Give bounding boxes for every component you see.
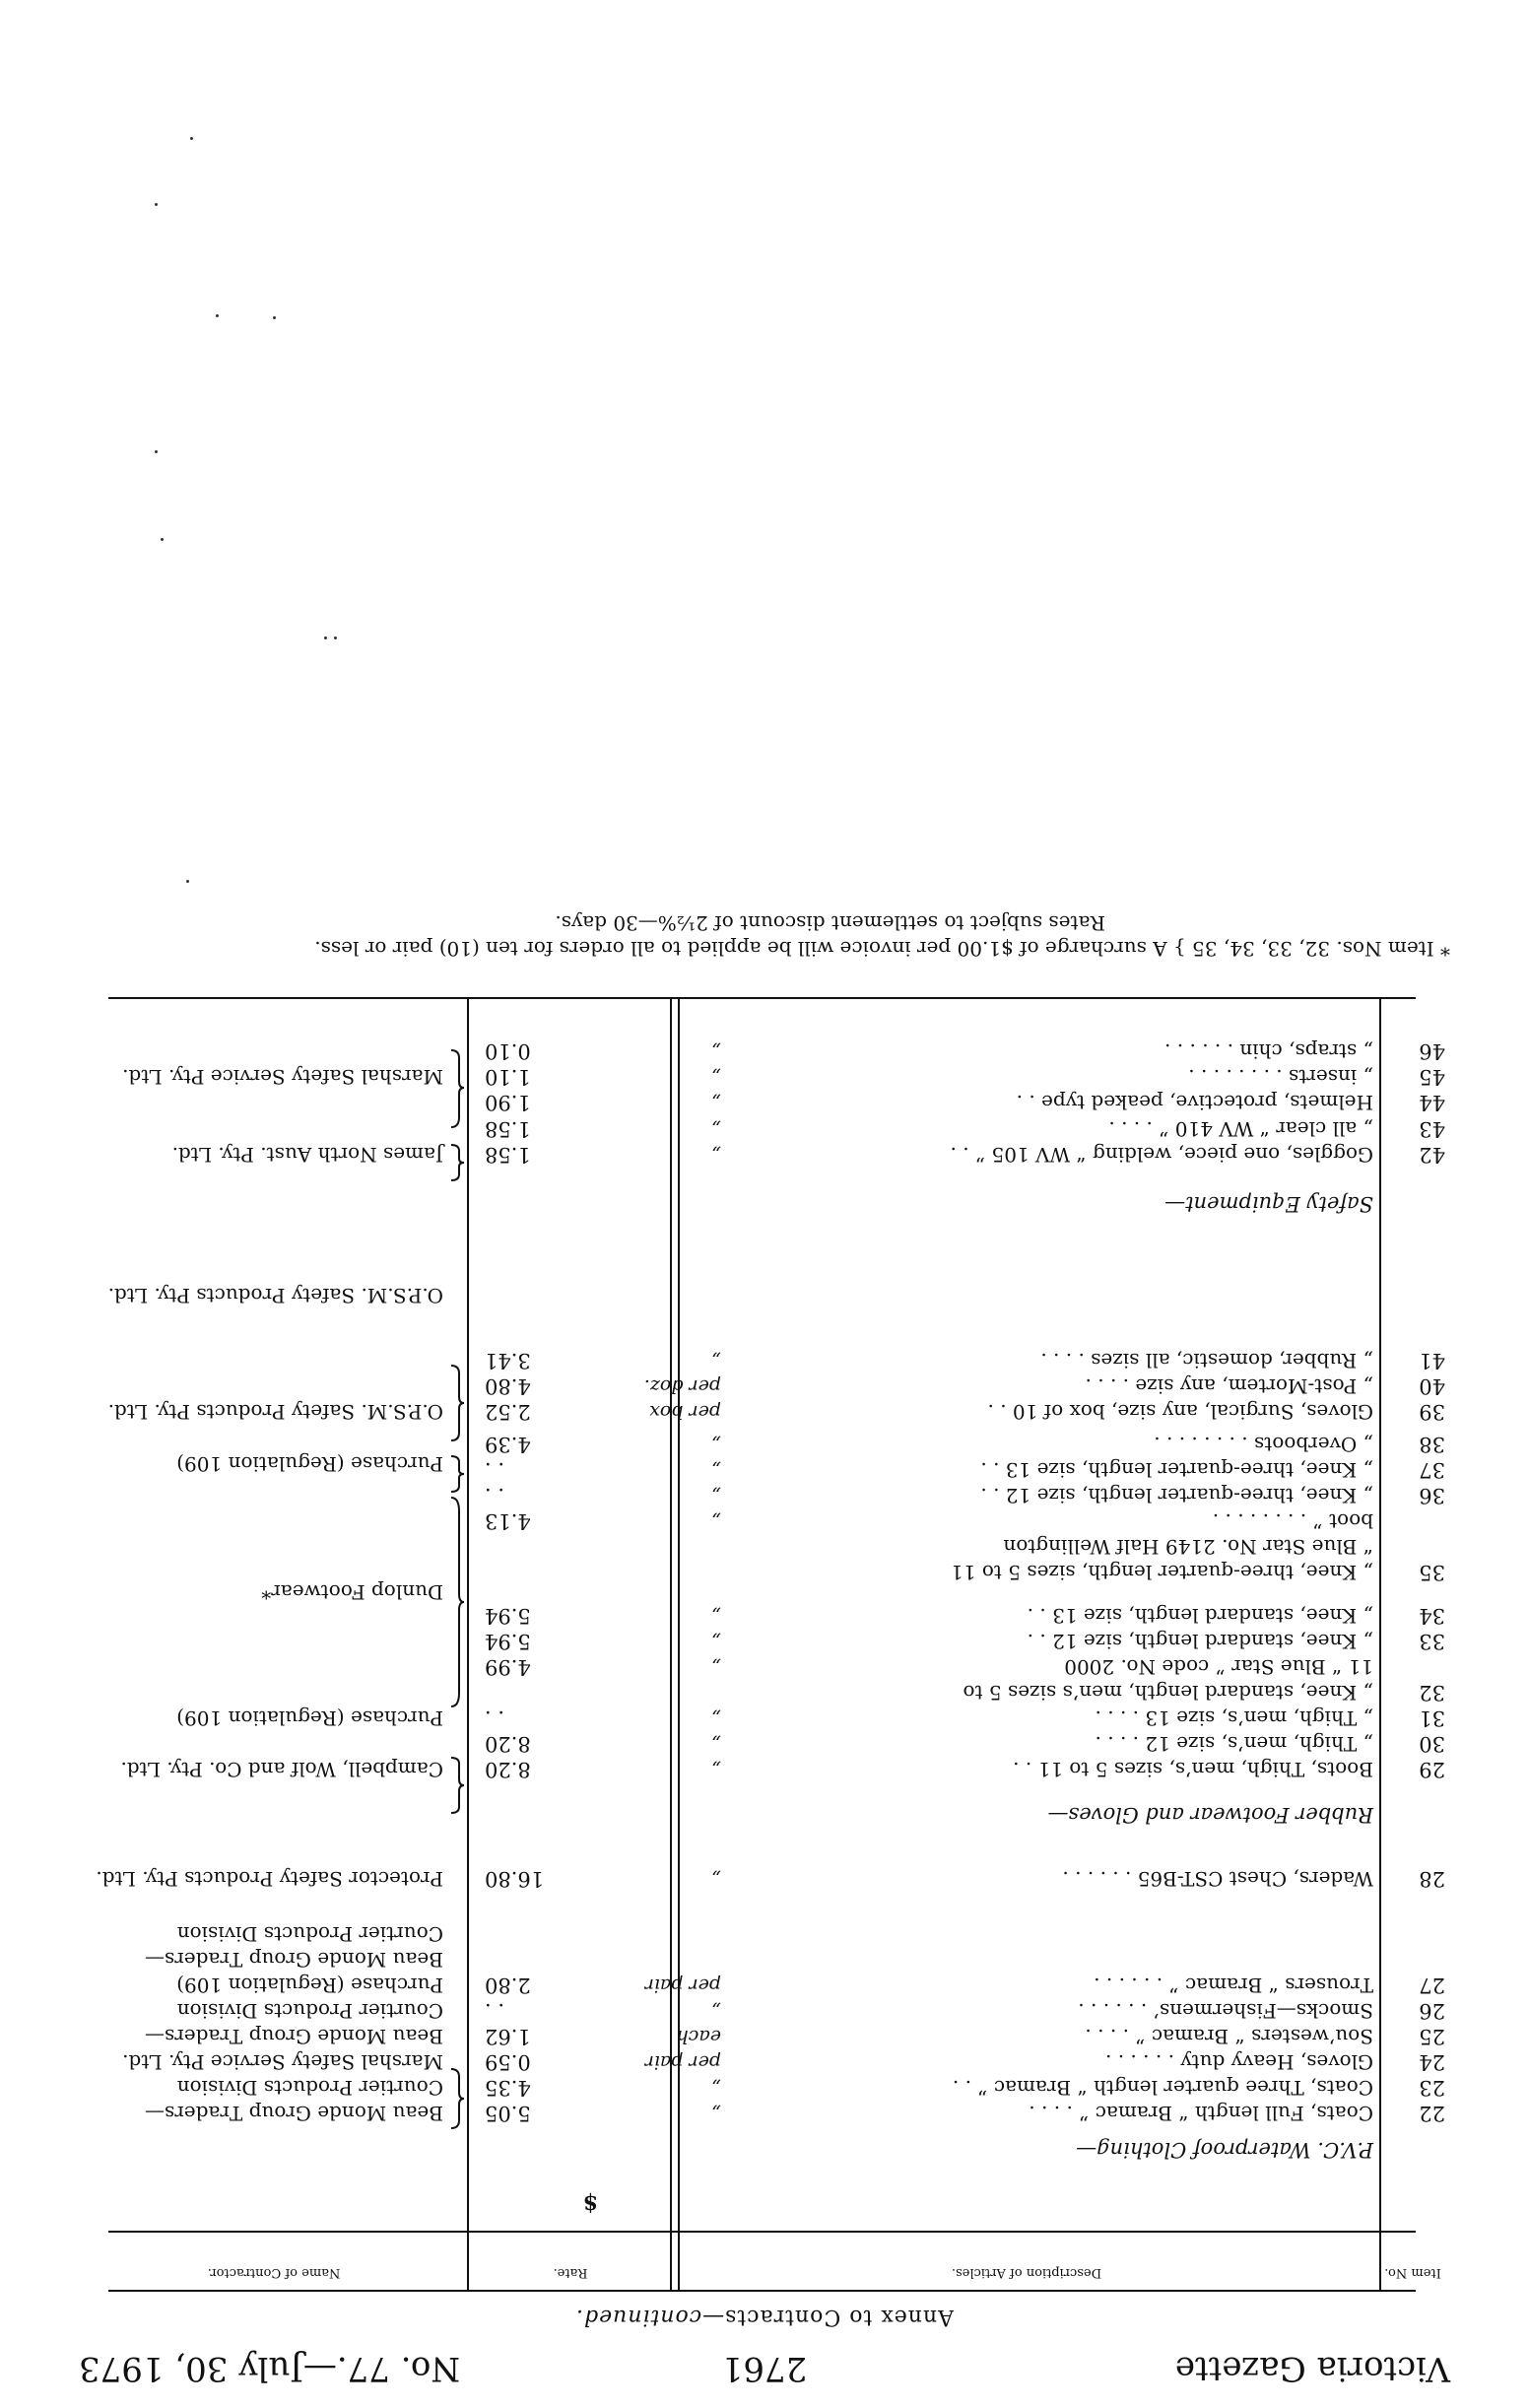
contractor-name: Courtier Products Division	[176, 2076, 443, 2100]
contractor-name: Courtier Products Division	[176, 1999, 443, 2023]
specks	[273, 316, 276, 319]
item-number: 38	[1419, 1433, 1445, 1456]
article-description: boot ” . . . . . . . .	[1212, 1509, 1373, 1533]
article-description: „ Knee, standard length, size 12 . .	[1027, 1630, 1373, 1653]
brace-mark	[451, 1758, 464, 1813]
footnote-line: Rates subject to settlement discount of 2½%—30 days.	[555, 911, 1105, 935]
article-description: Coats, Three quarter length “ Bramac ” . .	[952, 2076, 1373, 2100]
rate-unit: per pair	[644, 2051, 721, 2073]
rate-value: 4.35	[485, 2076, 531, 2100]
rate-unit: „	[711, 1707, 721, 1729]
rate-value: . .	[485, 1706, 505, 1730]
article-description: „ inserts . . . . . . . .	[1188, 1065, 1373, 1089]
contractor-name: O.P.S.M. Safety Products Pty. Ltd.	[107, 1400, 443, 1424]
rate-value: 8.20	[485, 1758, 531, 1781]
brace-mark	[451, 1050, 464, 1127]
rate-unit: „	[711, 1510, 721, 1532]
rate-value: 16.80	[485, 1867, 545, 1891]
contractor-name: Marshal Safety Service Pty. Ltd.	[122, 2050, 443, 2074]
page-header	[79, 2329, 1450, 2388]
item-number: 28	[1419, 1867, 1445, 1891]
specks	[334, 636, 337, 639]
item-number: 43	[1419, 1117, 1445, 1141]
rate-unit: „	[711, 1605, 721, 1627]
rate-unit: each	[676, 2026, 721, 2047]
section-safety: Safety Equipment—	[1164, 1192, 1373, 1216]
item-number: 27	[1419, 1973, 1445, 1997]
contractor-name: Protector Safety Products Pty. Ltd.	[96, 1867, 443, 1891]
rate-value: 1.10	[485, 1065, 531, 1089]
article-description: “ Blue Star No. 2149 Half Wellington	[1003, 1535, 1373, 1559]
rate-unit: per pair	[644, 1974, 721, 1996]
rate-value: 5.05	[485, 2102, 531, 2125]
article-description: Goggles, one piece, welding “ WV 105 ” . .	[950, 1143, 1373, 1167]
rate-value: 4.99	[485, 1655, 531, 1679]
item-number: 33	[1419, 1630, 1445, 1653]
specks	[324, 636, 327, 639]
article-description: „ straps, chin . . . . . .	[1164, 1039, 1373, 1063]
rate-unit: „	[711, 1631, 721, 1652]
rate-unit: „	[711, 2077, 721, 2099]
item-number: 24	[1419, 2050, 1445, 2074]
item-number: 34	[1419, 1604, 1445, 1628]
rate-value: 4.39	[485, 1433, 531, 1456]
column-rule	[467, 999, 469, 2292]
rate-value: 8.20	[485, 1732, 531, 1756]
item-number: 36	[1419, 1484, 1445, 1507]
rate-value: . .	[485, 1484, 505, 1507]
specks	[161, 538, 164, 541]
rate-unit: „	[711, 1350, 721, 1371]
rate-value: 1.62	[485, 2025, 531, 2048]
rate-value: 2.52	[485, 1400, 531, 1424]
rate-value: 4.13	[485, 1509, 531, 1533]
currency-symbol: $	[582, 2190, 598, 2216]
article-description: „ Knee, three-quarter length, size 13 . .	[980, 1458, 1373, 1482]
contractor-name: Courtier Products Division	[176, 1922, 443, 1946]
contractor-name: Beau Monde Group Traders—	[145, 1948, 443, 1972]
rate-unit: „	[711, 1459, 721, 1481]
article-description: Gloves, Surgical, any size, box of 10 . .	[987, 1400, 1373, 1424]
annex-heading	[0, 2305, 1529, 2329]
brace-mark	[451, 1456, 464, 1492]
brace-mark	[451, 1145, 464, 1180]
rate-value: 3.41	[485, 1349, 531, 1372]
article-description: „ Post-Mortem, any size . . . .	[1085, 1374, 1373, 1398]
rate-unit: „	[711, 1066, 721, 1088]
section-pvc: P.V.C. Waterproof Clothing—	[1076, 2138, 1373, 2162]
contractor-name: Dunlop Footwear*	[261, 1580, 443, 1604]
article-description: „ Knee, standard length, size 13 . .	[1027, 1604, 1373, 1628]
rate-unit: „	[711, 1485, 721, 1506]
article-description: „ Knee, standard length, men’s sizes 5 to	[963, 1681, 1373, 1705]
rate-unit: „	[711, 2103, 721, 2124]
contractor-name: O.P.S.M. Safety Products Pty. Ltd.	[107, 1284, 443, 1307]
item-number: 22	[1419, 2102, 1445, 2125]
column-rule	[1379, 999, 1381, 2292]
brace-mark	[451, 2069, 464, 2128]
rate-value: 5.94	[485, 1630, 531, 1653]
table-header-rule	[108, 2231, 1416, 2233]
article-description: Gloves, Heavy duty . . . . . .	[1105, 2050, 1373, 2074]
issue-date: No. 77.—July 30, 1973	[79, 2349, 461, 2388]
article-description: „ Knee, three-quarter length, sizes 5 to 11	[951, 1561, 1373, 1584]
contractor-name: Campbell, Wolf and Co. Pty. Ltd.	[120, 1758, 443, 1781]
rate-unit: „	[711, 1656, 721, 1678]
rate-unit: „	[711, 1144, 721, 1166]
item-number: 30	[1419, 1732, 1445, 1756]
article-description: Sou’westers “ Bramac ” . . . .	[1085, 2025, 1373, 2048]
item-number: 39	[1419, 1400, 1445, 1424]
item-number: 35	[1419, 1561, 1445, 1584]
contractor-name: Beau Monde Group Traders—	[145, 2102, 443, 2125]
rate-value: 1.58	[485, 1117, 531, 1141]
item-number: 37	[1419, 1458, 1445, 1482]
brace-mark	[451, 1498, 464, 1706]
page-number: 2761	[721, 2349, 808, 2388]
annex-suffix: —continued.	[575, 2305, 725, 2329]
table-top-rule	[108, 2290, 1416, 2292]
article-description: 11 “ Blue Star ” code No. 2000	[1064, 1655, 1373, 1679]
item-number: 29	[1419, 1758, 1445, 1781]
contractor-name: Purchase (Regulation 109)	[176, 1452, 443, 1476]
item-number: 32	[1419, 1681, 1445, 1705]
rate-value: 1.58	[485, 1143, 531, 1167]
contractor-name: Purchase (Regulation 109)	[176, 1973, 443, 1997]
item-number: 25	[1419, 2025, 1445, 2048]
article-description: „ Rubber, domestic, all sizes . . . .	[1040, 1349, 1373, 1372]
article-description: Boots, Thigh, men’s, sizes 5 to 11 . .	[1013, 1758, 1373, 1781]
item-number: 41	[1419, 1349, 1445, 1372]
rate-unit: „	[711, 1868, 721, 1890]
rate-unit: „	[711, 1092, 721, 1113]
item-number: 40	[1419, 1374, 1445, 1398]
contractor-braces	[441, 1019, 465, 2142]
publication-title: Victoria Gazette	[1174, 2349, 1450, 2388]
article-description: Trousers “ Bramac ” . . . . . .	[1094, 1973, 1373, 1997]
article-description: „ Knee, three-quarter length, size 12 . .	[980, 1484, 1373, 1507]
rate-value: 1.90	[485, 1091, 531, 1114]
rate-value: . .	[485, 1999, 505, 2023]
rate-unit: „	[711, 2000, 721, 2022]
specks	[190, 137, 193, 140]
item-number: 31	[1419, 1706, 1445, 1730]
item-number: 46	[1419, 1039, 1445, 1063]
rate-value: 5.94	[485, 1604, 531, 1628]
rate-value: 0.10	[485, 1039, 531, 1063]
rate-value: . .	[485, 1458, 505, 1482]
article-description: „ Thigh, men’s, size 12 . . . .	[1095, 1732, 1373, 1756]
rate-unit: „	[711, 1040, 721, 1062]
article-description: „ Thigh, men’s, size 13 . . . .	[1095, 1706, 1373, 1730]
contractor-name: Marshal Safety Service Pty. Ltd.	[122, 1065, 443, 1089]
item-number: 45	[1419, 1065, 1445, 1089]
brace-mark	[451, 1366, 464, 1440]
article-description: Coats, Full length “ Bramac ” . . . .	[1029, 2102, 1373, 2125]
rate-value: 4.80	[485, 1374, 531, 1398]
section-rubber: Rubber Footwear and Gloves—	[1047, 1803, 1373, 1827]
rate-value: 0.59	[485, 2050, 531, 2074]
rate-unit: „	[711, 1118, 721, 1140]
annex-title: Annex to Contracts	[724, 2305, 954, 2329]
article-description: „ all clear “ WV 410 ” . . . .	[1108, 1117, 1373, 1141]
article-description: „ Overboots . . . . . . . .	[1154, 1433, 1373, 1456]
specks	[186, 880, 189, 883]
item-number: 42	[1419, 1143, 1445, 1167]
col-description: Description of Articles.	[951, 2265, 1102, 2280]
specks	[155, 450, 158, 453]
article-description: Waders, Chest CST-B65 . . . . . .	[1062, 1867, 1373, 1891]
contractor-name: James North Aust. Pty. Ltd.	[171, 1143, 443, 1167]
table-bottom-rule	[108, 997, 1416, 999]
contractor-name: Beau Monde Group Traders—	[145, 2025, 443, 2048]
item-number: 23	[1419, 2076, 1445, 2100]
footnote-line: * Item Nos. 32, 33, 34, 35 } A surcharge of $1.00 per invoice will be applied to all orders for ten (10) pair or less.	[314, 937, 1450, 961]
item-number: 44	[1419, 1091, 1445, 1114]
rate-value: 2.80	[485, 1973, 531, 1997]
rate-unit: „	[711, 1434, 721, 1455]
col-item-no: Item No.	[1384, 2265, 1441, 2280]
col-rate: Rate.	[553, 2265, 588, 2280]
article-description: Smocks—Fishermens’ . . . . . .	[1078, 1999, 1373, 2023]
rate-unit: „	[711, 1733, 721, 1755]
item-number: 26	[1419, 1999, 1445, 2023]
rate-unit: per box	[649, 1401, 721, 1423]
rate-unit: „	[711, 1759, 721, 1780]
col-contractor: Name of Contractor.	[207, 2265, 341, 2280]
contractor-name: Purchase (Regulation 109)	[176, 1706, 443, 1730]
rate-unit: per doz.	[643, 1375, 721, 1397]
article-description: Helmets, protective, peaked type . .	[1016, 1091, 1373, 1114]
specks	[155, 203, 158, 206]
specks	[216, 314, 219, 317]
